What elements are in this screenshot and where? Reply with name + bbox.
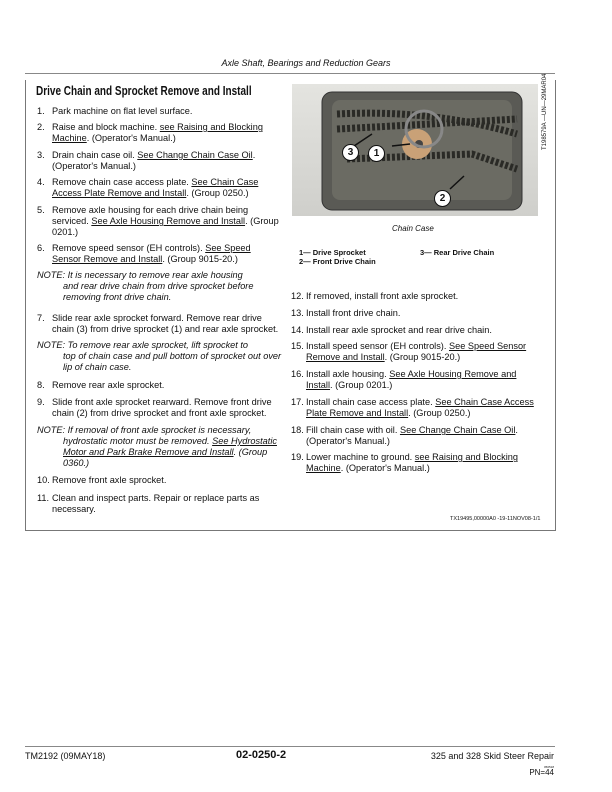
step-item	[291, 325, 536, 336]
section-title: Drive Chain and Sprocket Remove and Install	[36, 84, 252, 98]
step-item	[37, 397, 282, 419]
note-body	[63, 351, 282, 373]
step-text	[52, 243, 282, 265]
step-text	[52, 397, 282, 419]
legend-2: 2— Front Drive Chain	[299, 257, 376, 266]
chain-case-illustration	[292, 84, 538, 216]
note-body	[63, 436, 282, 469]
cross-reference-link[interactable]: See Speed Sensor Remove and Install	[306, 341, 527, 362]
figure-caption: Chain Case	[392, 224, 434, 233]
step-item	[37, 177, 282, 199]
page-number: 02-0250-2	[236, 749, 287, 761]
text: Slide front axle sprocket rearward. Remove front drive chain (2) from drive sprocket and front axle sprocket.	[52, 397, 272, 418]
text: . (Operator's Manual.)	[306, 425, 518, 446]
step-item	[291, 397, 536, 419]
text: Raise and block machine.	[52, 122, 160, 132]
step-text	[52, 205, 282, 238]
step-item	[37, 313, 282, 335]
step-item	[291, 308, 536, 319]
note-text: top of chain case and pull bottom of sprocket out over lip of chain case.	[63, 351, 282, 372]
step-number: 12.	[291, 291, 304, 301]
text: . (Group 0201.)	[52, 216, 279, 237]
step-text	[52, 493, 282, 515]
step-text	[52, 106, 282, 117]
cross-reference-link[interactable]: see Raising and Blocking Machine	[306, 452, 518, 473]
step-text	[52, 150, 282, 172]
cross-reference-link[interactable]: see Raising and Blocking Machine	[52, 122, 263, 143]
footer-tiny-date: 050518	[543, 765, 554, 769]
text: Install chain case access plate.	[306, 397, 436, 407]
text: Clean and inspect parts. Repair or replace parts as necessary.	[52, 493, 260, 514]
step-number: 18.	[291, 425, 304, 435]
step-text	[52, 177, 282, 199]
cross-reference-link[interactable]: See Change Chain Case Oil	[137, 150, 253, 160]
step-text	[52, 122, 282, 144]
step-item	[291, 291, 536, 302]
step-number: 9.	[37, 397, 45, 407]
step-number: 13.	[291, 308, 304, 318]
text: If removed, install front axle sprocket.	[306, 291, 459, 301]
chain-case-photo	[292, 84, 538, 216]
step-item	[291, 452, 536, 474]
note-first-line: NOTE: It is necessary to remove rear axle housing	[37, 270, 243, 280]
text: Lower machine to ground.	[306, 452, 415, 462]
step-item	[37, 243, 282, 265]
text: Slide rear axle sprocket forward. Remove rear drive chain (3) from drive sprocket (1) and rear axle sprocket.	[52, 313, 279, 334]
note-body	[63, 281, 282, 303]
legend-1: 1— Drive Sprocket	[299, 248, 366, 257]
text: Install rear axle sprocket and rear drive chain.	[306, 325, 492, 335]
step-number: 3.	[37, 150, 45, 160]
cross-reference-link[interactable]: See Chain Case Access Plate Remove and Install	[306, 397, 534, 418]
step-number: 8.	[37, 380, 45, 390]
text: . (Group 0250.)	[186, 188, 249, 198]
text: . (Operator's Manual.)	[86, 133, 176, 143]
callout-3: 3	[342, 144, 359, 161]
step-text	[306, 452, 536, 474]
header-divider	[25, 73, 555, 74]
step-text	[52, 380, 282, 391]
step-item	[37, 106, 282, 117]
note	[37, 270, 282, 303]
step-text	[306, 369, 536, 391]
text: Remove front axle sprocket.	[52, 475, 167, 485]
step-item	[37, 122, 282, 144]
callout-2: 2	[434, 190, 451, 207]
step-text	[306, 325, 536, 336]
step-text	[306, 425, 536, 447]
footer-manual-title: 325 and 328 Skid Steer Repair	[430, 751, 554, 761]
step-item	[37, 150, 282, 172]
step-item	[37, 380, 282, 391]
cross-reference-link[interactable]: See Hydrostatic Motor and Park Brake Remove and Install	[63, 436, 277, 457]
step-number: 19.	[291, 452, 304, 462]
step-item	[291, 341, 536, 363]
note-text: hydrostatic motor must be removed.	[63, 436, 213, 446]
cross-reference-link[interactable]: See Axle Housing Remove and Install	[306, 369, 517, 390]
step-number: 16.	[291, 369, 304, 379]
step-number: 14.	[291, 325, 304, 335]
text: . (Group 0201.)	[330, 380, 393, 390]
text: Fill chain case with oil.	[306, 425, 400, 435]
text: Install axle housing.	[306, 369, 390, 379]
step-item	[291, 425, 536, 447]
text: Remove speed sensor (EH controls).	[52, 243, 206, 253]
footer-pn: PN=44	[529, 768, 554, 777]
cross-reference-link[interactable]: See Chain Case Access Plate Remove and Install	[52, 177, 259, 198]
step-number: 2.	[37, 122, 45, 132]
text: Remove rear axle sprocket.	[52, 380, 165, 390]
note-text: and rear drive chain from drive sprocket before removing front drive chain.	[63, 281, 254, 302]
step-item	[37, 475, 282, 486]
note-text: . (Group 0360.)	[63, 447, 268, 468]
step-number: 10.	[37, 475, 50, 485]
text: . (Group 0250.)	[408, 408, 471, 418]
step-text	[52, 475, 282, 486]
figure-id: T198579A —UN—29MAR04	[542, 73, 548, 150]
note	[37, 425, 282, 469]
callout-1: 1	[368, 145, 385, 162]
step-text	[306, 291, 536, 302]
text: Drain chain case oil.	[52, 150, 138, 160]
footer-divider	[25, 746, 555, 747]
step-text	[52, 313, 282, 335]
cross-reference-link[interactable]: See Axle Housing Remove and Install	[91, 216, 246, 226]
text: Remove chain case access plate.	[52, 177, 192, 187]
text: . (Operator's Manual.)	[340, 463, 430, 473]
step-item	[37, 493, 282, 515]
text: . (Group 9015-20.)	[384, 352, 461, 362]
step-text	[306, 397, 536, 419]
step-number: 5.	[37, 205, 45, 215]
step-number: 7.	[37, 313, 45, 323]
step-item	[291, 369, 536, 391]
cross-reference-link[interactable]: See Change Chain Case Oil	[399, 425, 516, 435]
text: . (Group 9015-20.)	[162, 254, 238, 264]
running-header: Axle Shaft, Bearings and Reduction Gears	[221, 58, 391, 68]
text: Install front drive chain.	[306, 308, 401, 318]
step-number: 6.	[37, 243, 45, 253]
note-first-line: NOTE: If removal of front axle sprocket is necessary,	[37, 425, 252, 435]
footer-manual-id: TM2192 (09MAY18)	[25, 751, 106, 761]
step-number: 11.	[37, 493, 50, 503]
step-text	[306, 308, 536, 319]
step-number: 17.	[291, 397, 304, 407]
text: Remove axle housing for each drive chain being serviced.	[52, 205, 249, 226]
note-first-line: NOTE: To remove rear axle sprocket, lift sprocket to	[37, 340, 249, 350]
legend-3: 3— Rear Drive Chain	[420, 248, 495, 257]
text: . (Operator's Manual.)	[52, 150, 256, 171]
step-number: 15.	[291, 341, 304, 351]
text: Park machine on flat level surface.	[52, 106, 193, 116]
note	[37, 340, 282, 373]
cross-reference-link[interactable]: See Speed Sensor Remove and Install	[52, 243, 251, 264]
text: Install speed sensor (EH controls).	[306, 341, 449, 351]
step-item	[37, 205, 282, 238]
document-reference: TX19495,00000A0 -19-11NOV08-1/1	[450, 516, 541, 522]
step-text	[306, 341, 536, 363]
step-number: 1.	[37, 106, 45, 116]
step-number: 4.	[37, 177, 45, 187]
